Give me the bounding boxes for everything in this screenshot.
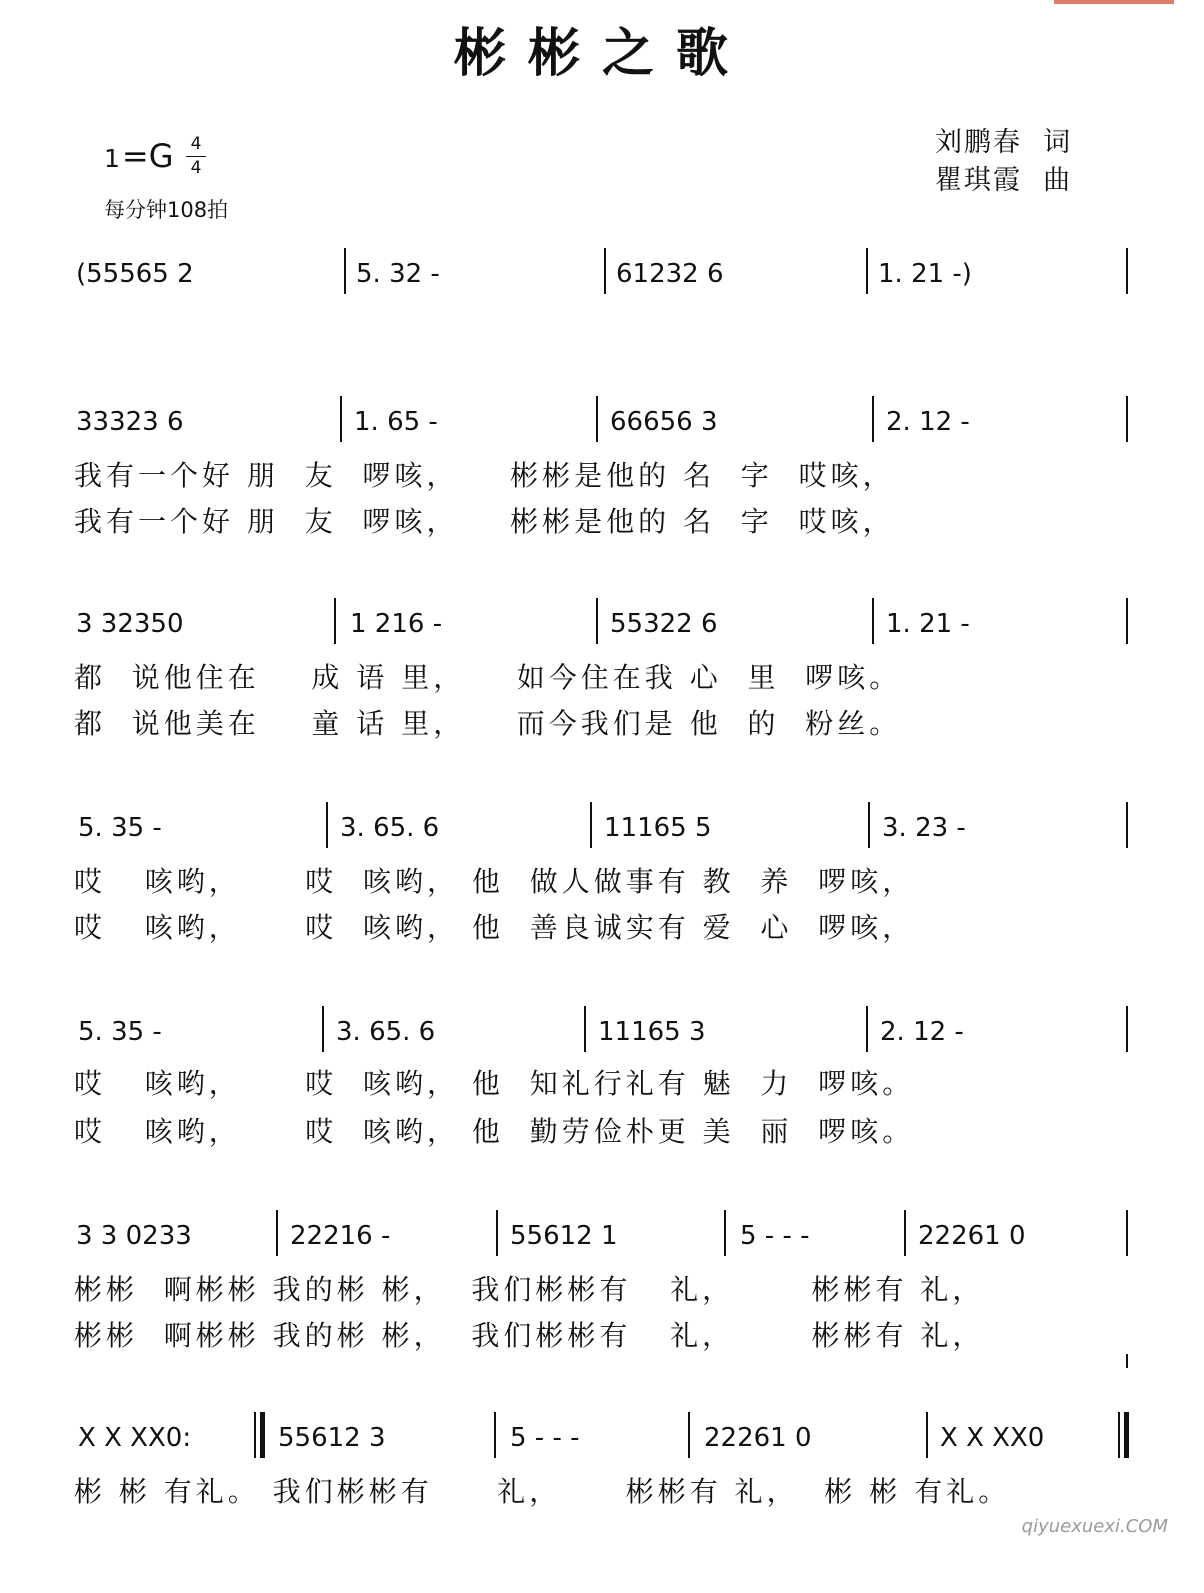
system-4-notation bbox=[0, 808, 1204, 848]
measure: 5. 35 - bbox=[78, 813, 162, 843]
barline bbox=[904, 1210, 906, 1256]
measure: 61232 6 bbox=[616, 259, 724, 289]
system-6-lyrics-verse-1: 彬彬 啊彬彬 我的彬 彬， 我们彬彬有 礼， 彬彬有 礼， bbox=[74, 1273, 985, 1306]
measure: 22261 0 bbox=[918, 1221, 1026, 1251]
watermark: qiyuexuexi.COM bbox=[1021, 1516, 1168, 1537]
system-7-notation bbox=[0, 1418, 1204, 1458]
measure: 55612 1 bbox=[510, 1221, 618, 1251]
barline bbox=[1126, 1210, 1128, 1256]
barline bbox=[596, 396, 598, 442]
measure: 1 216 - bbox=[350, 609, 443, 639]
system-3-notation bbox=[0, 604, 1204, 644]
measure: 5 - - - bbox=[510, 1423, 580, 1453]
repeat-barline bbox=[254, 1412, 266, 1458]
system-3-lyrics-verse-2: 都 说他美在 童 话 里， 而今我们是 他 的 粉丝。 bbox=[74, 707, 902, 740]
barline bbox=[604, 248, 606, 294]
measure: 5. 32 - bbox=[356, 259, 440, 289]
system-2-lyrics-verse-1: 我有一个好 朋 友 啰咳， 彬彬是他的 名 字 哎咳， bbox=[74, 459, 895, 492]
barline bbox=[866, 1006, 868, 1052]
system-2-lyrics-verse-2: 我有一个好 朋 友 啰咳， 彬彬是他的 名 字 哎咳， bbox=[74, 505, 895, 538]
barline bbox=[1126, 248, 1128, 294]
system-4-lyrics-verse-2: 哎 咳哟， 哎 咳哟， 他 善良诚实有 爱 心 啰咳， bbox=[74, 911, 915, 944]
time-signature-top: 4 bbox=[190, 134, 202, 154]
measure: 1. 65 - bbox=[354, 407, 438, 437]
measure: 3 32350 bbox=[76, 609, 184, 639]
key-signature bbox=[104, 137, 174, 175]
measure: 3. 65. 6 bbox=[340, 813, 440, 843]
time-signature bbox=[186, 136, 206, 177]
credits bbox=[935, 124, 1072, 200]
song-title: 彬彬之歌 bbox=[453, 23, 750, 84]
system-4-lyrics-verse-1: 哎 咳哟， 哎 咳哟， 他 做人做事有 教 养 啰咳， bbox=[74, 865, 915, 898]
time-signature-line bbox=[186, 156, 206, 157]
barline bbox=[584, 1006, 586, 1052]
barline bbox=[494, 1412, 496, 1458]
measure: 22261 0 bbox=[704, 1423, 812, 1453]
system-5-lyrics-verse-1: 哎 咳哟， 哎 咳哟， 他 知礼行礼有 魅 力 啰咳。 bbox=[74, 1067, 915, 1100]
system-6-notation bbox=[0, 1216, 1204, 1256]
barline bbox=[276, 1210, 278, 1256]
composer-credit: 瞿琪霞 曲 bbox=[935, 165, 1073, 196]
barline bbox=[724, 1210, 726, 1256]
system-6-lyrics-verse-2: 彬彬 啊彬彬 我的彬 彬， 我们彬彬有 礼， 彬彬有 礼， bbox=[74, 1319, 985, 1352]
barline-fragment bbox=[1126, 1354, 1128, 1368]
measure: 55612 3 bbox=[278, 1423, 386, 1453]
barline bbox=[1126, 396, 1128, 442]
barline bbox=[596, 598, 598, 644]
barline bbox=[688, 1412, 690, 1458]
measure: 22216 - bbox=[290, 1221, 391, 1251]
measure: X X XX0: bbox=[78, 1423, 192, 1453]
measure: 3. 65. 6 bbox=[336, 1017, 436, 1047]
tempo-marking: 每分钟108拍 bbox=[104, 198, 229, 222]
measure: 3 3 0233 bbox=[76, 1221, 192, 1251]
barline bbox=[926, 1412, 928, 1458]
corner-decoration bbox=[1054, 0, 1174, 4]
measure: 5 - - - bbox=[740, 1221, 810, 1251]
measure: 1. 21 - bbox=[886, 609, 970, 639]
measure: 2. 12 - bbox=[880, 1017, 964, 1047]
measure: (55565 2 bbox=[76, 259, 194, 289]
measure: 55322 6 bbox=[610, 609, 718, 639]
barline bbox=[1126, 598, 1128, 644]
barline bbox=[334, 598, 336, 644]
system-7-lyrics: 彬 彬 有礼。 我们彬彬有 礼， 彬彬有 礼， 彬 彬 有礼。 bbox=[74, 1475, 1011, 1508]
barline bbox=[872, 396, 874, 442]
barline bbox=[326, 802, 328, 848]
measure: 3. 23 - bbox=[882, 813, 966, 843]
barline bbox=[1126, 1006, 1128, 1052]
barline bbox=[590, 802, 592, 848]
system-5-lyrics-verse-2: 哎 咳哟， 哎 咳哟， 他 勤劳俭朴更 美 丽 啰咳。 bbox=[74, 1115, 915, 1148]
measure: 2. 12 - bbox=[886, 407, 970, 437]
measure: X X XX0 bbox=[940, 1423, 1045, 1453]
barline bbox=[344, 248, 346, 294]
barline bbox=[872, 598, 874, 644]
time-signature-bottom: 4 bbox=[190, 158, 202, 178]
key-name: =G bbox=[121, 137, 174, 175]
measure: 66656 3 bbox=[610, 407, 718, 437]
barline bbox=[1126, 802, 1128, 848]
system-1-notation bbox=[0, 254, 1204, 294]
barline bbox=[868, 802, 870, 848]
barline bbox=[322, 1006, 324, 1052]
barline bbox=[496, 1210, 498, 1256]
barline bbox=[340, 396, 342, 442]
measure: 33323 6 bbox=[76, 407, 184, 437]
measure: 5. 35 - bbox=[78, 1017, 162, 1047]
measure: 1. 21 -) bbox=[878, 259, 972, 289]
lyricist-credit: 刘鹏春 词 bbox=[935, 127, 1073, 158]
measure: 11165 5 bbox=[604, 813, 712, 843]
system-2-notation bbox=[0, 402, 1204, 442]
final-barline bbox=[1118, 1412, 1130, 1458]
system-5-notation bbox=[0, 1012, 1204, 1052]
system-3-lyrics-verse-1: 都 说他住在 成 语 里， 如今住在我 心 里 啰咳。 bbox=[74, 661, 902, 694]
measure: 11165 3 bbox=[598, 1017, 706, 1047]
key-degree: 1 bbox=[104, 144, 120, 173]
barline bbox=[866, 248, 868, 294]
